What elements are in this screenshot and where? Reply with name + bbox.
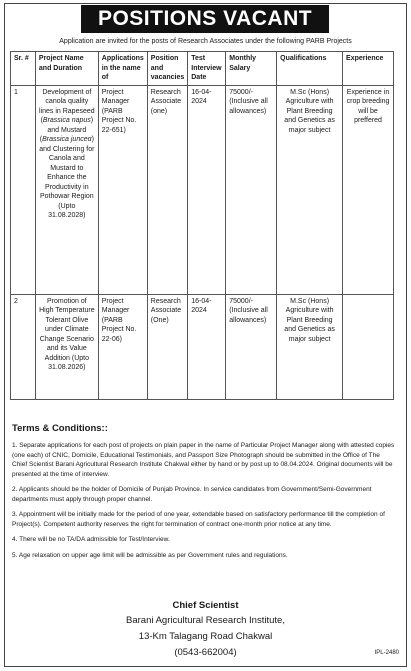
intro-text: Application are invited for the posts of Research Associates under the following PARB Projects: [59, 38, 352, 45]
header-project: Project Name and Duration: [35, 52, 98, 86]
institute-address: 13-Km Talagang Road Chakwal: [138, 631, 273, 642]
header-applications: Applications in the name of: [98, 52, 147, 86]
header-salary: Monthly Salary: [226, 52, 277, 86]
header-date: Test Interview Date: [188, 52, 226, 86]
project-text: Development of canola quality lines in Rapeseed (: [39, 88, 95, 124]
cell-experience: [343, 294, 394, 399]
phone-number: (0543-662004): [174, 647, 237, 658]
cell-salary: 75000/- (Inclusive all allowances): [226, 85, 277, 294]
cell-sr: 1: [11, 85, 36, 294]
positions-table: [10, 51, 394, 400]
table-row: [11, 294, 394, 399]
cell-qualifications: M.Sc (Hons) Agriculture with Plant Breeding and Genetics as major subject: [277, 85, 343, 294]
cell-position: Research Associate (One): [147, 294, 187, 399]
header-sr: Sr. #: [11, 52, 36, 86]
header-position: Position and vacancies: [147, 52, 187, 86]
cell-salary: 75000/- (Inclusive all allowances): [226, 294, 277, 399]
banner-title: POSITIONS VACANT: [81, 5, 329, 33]
header-qualifications: Qualifications: [277, 52, 343, 86]
project-text: ) and Mustard (: [39, 117, 94, 143]
cell-date: 16-04-2024: [188, 85, 226, 294]
term-item: 4. There will be no TA/DA admissible for Test/Interview.: [12, 536, 170, 543]
cell-position: Research Associate (one): [147, 85, 187, 294]
term-item: 3. Appointment will be initially made for the period of one year, extendable based on satisfactory performance till the completion of Project(s). Competent authority reserves the right for termination of contract one-month prior notice at any time.: [12, 511, 385, 528]
species-name: Brassica junceα: [42, 136, 92, 143]
cell-date: 16-04-2024: [188, 294, 226, 399]
species-name: Brassica napus: [42, 117, 91, 124]
cell-project: [35, 85, 98, 294]
term-item: 1. Separate applications for each post of projects on plain paper in the name of Particular Project Manager along with attested copies (one each) of CNIC, Domicile, Educational Testimonials, and Passport Size Photograph should be submitted in the Office of The Chief Scientist Barani Agricultural Research Institute Chakwal either by hand or by post up to 08.04.2024. Original documents will be presented at the time of interview.: [12, 442, 395, 478]
term-item: 2. Applicants should be the holder of Domicile of Punjab Province. In service candidates from Government/Semi-Government departments must apply through proper channel.: [12, 486, 372, 503]
table-row: [11, 85, 394, 294]
ipl-code: IPL-2480: [374, 650, 399, 656]
terms-list: [12, 441, 395, 566]
cell-qualifications: M.Sc (Hons) Agriculture with Plant Breeding and Genetics as major subject: [277, 294, 343, 399]
cell-sr: 2: [11, 294, 36, 399]
institute-name: Barani Agricultural Research Institute,: [126, 615, 285, 626]
cell-applications: Project Manager (PARB Project No. 22-06): [98, 294, 147, 399]
project-text: ) and Clustering for Canola and Mustard to Enhance the Productivity in Pothowar Region (Upto 31.08.2028): [39, 136, 95, 219]
term-item: 5. Age relaxation on upper age limit will be admissible as per Government rules and regulations.: [12, 551, 288, 559]
cell-applications: Project Manager (PARB Project No. 22-651): [98, 85, 147, 294]
header-experience: Experience: [343, 52, 394, 86]
table-header-row: [11, 52, 394, 86]
cell-project: Promotion of High Temperature Tolerant Olive under Climate Change Scenario and its Value Addition (Upto 31.08.2026): [35, 294, 98, 399]
signatory-title: Chief Scientist: [172, 600, 239, 611]
cell-experience: Experience in crop breeding will be preffered: [343, 85, 394, 294]
terms-title: Terms & Conditions::: [12, 423, 108, 434]
